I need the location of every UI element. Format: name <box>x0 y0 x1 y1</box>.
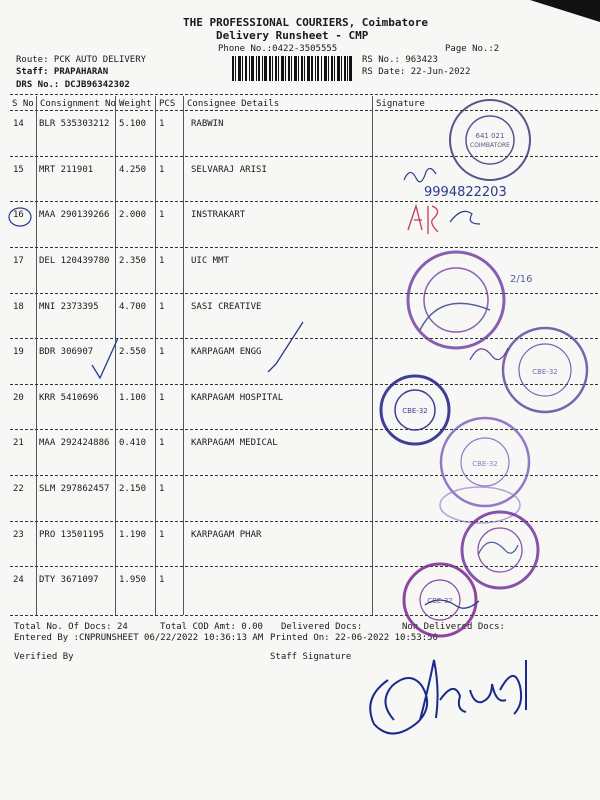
svg-text:2/16: 2/16 <box>510 274 533 285</box>
total-docs: Total No. Of Docs: 24 <box>14 622 128 632</box>
row-serial-number: 19 <box>13 347 24 357</box>
row-consignment-number: BLR 535303212 <box>39 119 110 129</box>
total-cod: Total COD Amt: 0.00 <box>160 622 263 632</box>
document-title: Delivery Runsheet - CMP <box>216 29 369 42</box>
column-header: Consignee Details <box>187 99 280 109</box>
signature-scribble <box>470 348 508 360</box>
checkmark <box>92 338 118 378</box>
row-pieces: 1 <box>159 393 165 403</box>
row-consignee: SASI CREATIVE <box>191 302 262 312</box>
svg-text:CBE-32: CBE-32 <box>402 407 428 415</box>
rs-number: RS No.: 963423 <box>362 55 438 65</box>
column-header: Weight <box>119 99 152 109</box>
svg-text:CBE-32: CBE-32 <box>532 368 558 376</box>
row-consignee: INSTRAKART <box>191 210 246 220</box>
drs-number: DRS No.: DCJB96342302 <box>16 80 130 90</box>
row-serial-number: 16 <box>13 210 24 220</box>
svg-text:641 021: 641 021 <box>475 132 505 140</box>
row-consignment-number: KRR 5410696 <box>39 393 99 403</box>
row-consignment-number: SLM 297862457 <box>39 484 110 494</box>
row-pieces: 1 <box>159 256 165 266</box>
row-weight: 1.190 <box>119 530 147 540</box>
row-consignee: KARPAGAM ENGG <box>191 347 262 357</box>
circle-mark <box>9 208 31 226</box>
row-weight: 2.550 <box>119 347 147 357</box>
phone-number: Phone No.:0422-3505555 <box>218 44 338 54</box>
row-weight: 0.410 <box>119 438 147 448</box>
row-serial-number: 23 <box>13 530 24 540</box>
handwritten-phone: 9994822203 <box>424 185 507 200</box>
stamp-karpagam-hospital-1 <box>381 376 449 444</box>
row-consignment-number: DTY 3671097 <box>39 575 99 585</box>
row-consignee: KARPAGAM PHAR <box>191 530 262 540</box>
signature-scribble <box>404 168 436 181</box>
row-pieces: 1 <box>159 484 165 494</box>
verified-by-label: Verified By <box>14 652 74 662</box>
row-weight: 5.100 <box>119 119 147 129</box>
row-consignment-number: MAA 290139266 <box>39 210 110 220</box>
route: Route: PCK AUTO DELIVERY <box>16 55 147 65</box>
row-serial-number: 15 <box>13 165 24 175</box>
rs-date: RS Date: 22-Jun-2022 <box>362 67 471 77</box>
page-number: Page No.:2 <box>445 44 500 54</box>
row-consignment-number: MAA 292424886 <box>39 438 110 448</box>
row-weight: 2.350 <box>119 256 147 266</box>
svg-text:CBE-32: CBE-32 <box>472 460 498 468</box>
column-header: S No <box>12 99 34 109</box>
row-weight: 1.950 <box>119 575 147 585</box>
row-weight: 4.700 <box>119 302 147 312</box>
non-delivered-docs: Non Delivered Docs: <box>402 622 505 632</box>
row-consignment-number: DEL 120439780 <box>39 256 110 266</box>
signature-scribble <box>408 206 438 234</box>
row-pieces: 1 <box>159 119 165 129</box>
delivered-docs: Delivered Docs: <box>281 622 363 632</box>
company-name: THE PROFESSIONAL COURIERS, Coimbatore <box>183 16 429 29</box>
row-weight: 2.000 <box>119 210 147 220</box>
signature-scribble <box>450 211 480 224</box>
row-weight: 4.250 <box>119 165 147 175</box>
row-consignment-number: MRT 211901 <box>39 165 94 175</box>
row-serial-number: 14 <box>13 119 24 129</box>
stamp-uic <box>408 252 532 348</box>
printed-on: Printed On: 22-06-2022 10:53:50 <box>270 633 438 643</box>
checkmark <box>268 322 303 372</box>
svg-text:COIMBATORE: COIMBATORE <box>470 142 510 149</box>
column-header: Consignment No <box>40 99 116 109</box>
row-pieces: 1 <box>159 210 165 220</box>
stamp-karpagam-college <box>503 328 587 412</box>
row-pieces: 1 <box>159 347 165 357</box>
row-serial-number: 24 <box>13 575 24 585</box>
row-serial-number: 20 <box>13 393 24 403</box>
row-consignee: SELVARAJ ARISI <box>191 165 267 175</box>
staff-signature-scribble <box>370 660 526 734</box>
svg-text:CBE-32: CBE-32 <box>427 597 453 605</box>
staff-name: Staff: PRAPAHARAN <box>16 67 109 77</box>
row-consignment-number: BDR 306907 <box>39 347 94 357</box>
staff-signature-label: Staff Signature <box>270 652 352 662</box>
column-header: Signature <box>376 99 425 109</box>
row-pieces: 1 <box>159 302 165 312</box>
row-consignment-number: PRO 13501195 <box>39 530 105 540</box>
stamp-karpagam-hospital-2 <box>441 418 529 506</box>
row-pieces: 1 <box>159 575 165 585</box>
row-serial-number: 18 <box>13 302 24 312</box>
entered-by: Entered By :CNPRUNSHEET 06/22/2022 10:36:13 AM <box>14 633 264 643</box>
page-corner-fold <box>530 0 600 22</box>
column-header: PCS <box>159 99 176 109</box>
row-consignment-number: MNI 2373395 <box>39 302 99 312</box>
row-pieces: 1 <box>159 530 165 540</box>
row-consignee: RABWIN <box>191 119 224 129</box>
row-weight: 1.100 <box>119 393 147 403</box>
row-serial-number: 21 <box>13 438 24 448</box>
row-consignee: UIC MMT <box>191 256 229 266</box>
row-weight: 2.150 <box>119 484 147 494</box>
stamp-college-pharmacy <box>462 512 538 588</box>
row-serial-number: 17 <box>13 256 24 266</box>
row-pieces: 1 <box>159 438 165 448</box>
row-serial-number: 22 <box>13 484 24 494</box>
stamp-rabwin <box>450 100 530 180</box>
row-pieces: 1 <box>159 165 165 175</box>
row-consignee: KARPAGAM MEDICAL <box>191 438 278 448</box>
row-consignee: KARPAGAM HOSPITAL <box>191 393 284 403</box>
